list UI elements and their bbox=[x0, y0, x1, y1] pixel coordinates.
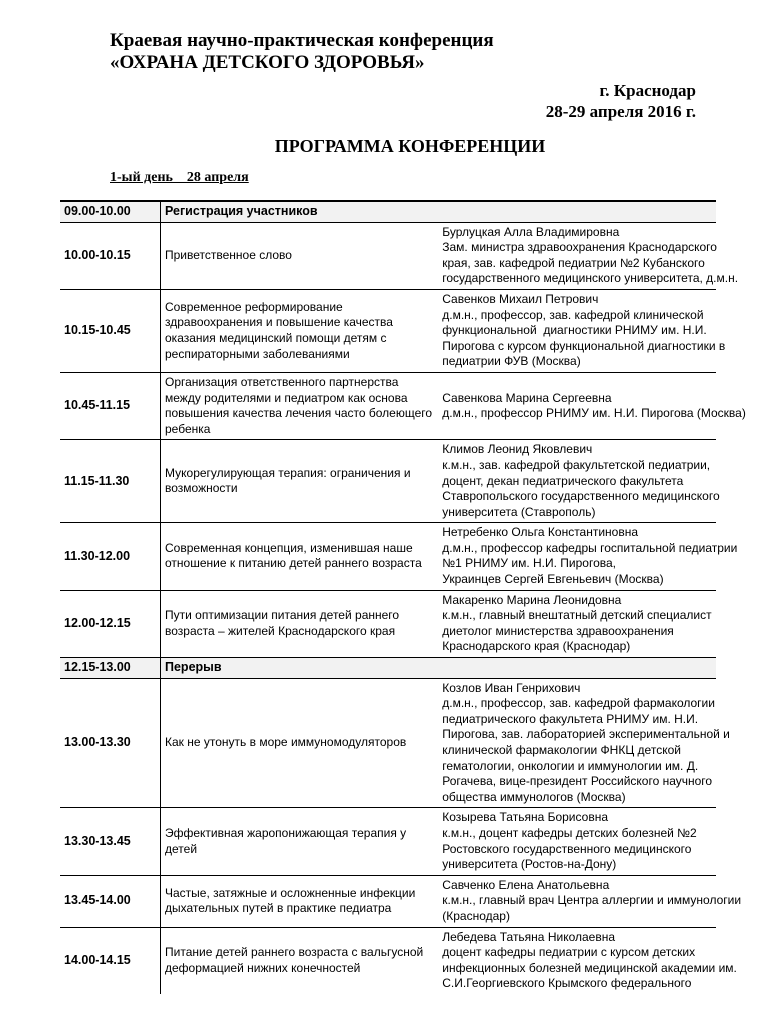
topic-cell: Пути оптимизации питания детей раннего возраста – жителей Краснодарского края bbox=[165, 608, 400, 638]
speaker-cell bbox=[438, 927, 737, 994]
schedule-row bbox=[60, 201, 716, 222]
topic-cell: Эффективная жаропонижающая терапия у детей bbox=[165, 825, 407, 856]
speaker-credentials: Ставропольского государственного медицинского bbox=[442, 489, 720, 504]
speaker-credentials: С.И.Георгиевского Крымского федерального bbox=[442, 976, 692, 991]
section-label: Перерыв bbox=[161, 658, 717, 679]
speaker-credentials: д.м.н., профессор, зав. кафедрой клинической bbox=[442, 307, 704, 322]
speaker-credentials: к.м.н., главный внештатный детский специалист bbox=[442, 608, 712, 623]
speaker-credentials: клинической фармакологии ФНКЦ детской bbox=[442, 743, 681, 757]
time-cell: 10.15-10.45 bbox=[60, 289, 161, 372]
speaker-name: Климов Леонид Яковлевич bbox=[442, 442, 593, 457]
schedule-row bbox=[60, 658, 716, 679]
time-cell: 11.30-12.00 bbox=[60, 523, 161, 590]
program-title: ПРОГРАММА КОНФЕРЕНЦИИ bbox=[274, 136, 546, 156]
speaker-name: Бурлуцкая Алла Владимировна bbox=[442, 224, 620, 239]
speaker-credentials: Краснодарского края (Краснодар) bbox=[442, 639, 631, 654]
speaker-cell bbox=[438, 808, 716, 875]
speaker-credentials: университета (Ростов-на-Дону) bbox=[442, 857, 617, 872]
speaker-cell bbox=[438, 440, 720, 523]
venue-block bbox=[546, 80, 696, 122]
speaker-credentials: диетолог министерства здравоохранения bbox=[442, 623, 674, 638]
speaker-credentials: общества иммунологов (Москва) bbox=[442, 789, 626, 804]
topic-cell: Частые, затяжные и осложненные инфекции дыхательных путей в практике педиатра bbox=[165, 885, 416, 916]
conference-title-line2: «ОХРАНА ДЕТСКОГО ЗДОРОВЬЯ» bbox=[110, 52, 425, 73]
speaker-credentials: края, зав. кафедрой педиатрии №2 Кубанского bbox=[442, 255, 705, 270]
speaker-name: Савенкова Марина Сергеевна bbox=[442, 390, 612, 405]
topic-cell: Организация ответственного партнерства между родителями и педиатром как основа повышения качества лечения часто болеющего ребенка bbox=[165, 374, 433, 436]
speaker-credentials: (Краснодар) bbox=[442, 908, 510, 923]
speaker-credentials: к.м.н., главный врач Центра аллергии и иммунологии bbox=[442, 893, 742, 908]
day-label: 1-ый день 28 апреля bbox=[110, 170, 249, 185]
schedule-row bbox=[60, 440, 716, 523]
time-cell: 10.00-10.15 bbox=[60, 222, 161, 289]
topic-cell: Как не утонуть в море иммуномодуляторов bbox=[165, 735, 407, 750]
speaker-cell bbox=[438, 678, 730, 808]
speaker-credentials: Пирогова, зав. лабораторией экспериментальной и bbox=[442, 727, 730, 742]
schedule-body bbox=[60, 201, 746, 994]
speaker-name: Лебедева Татьяна Николаевна bbox=[442, 929, 616, 944]
schedule-row bbox=[60, 678, 716, 808]
speaker-cell bbox=[438, 875, 742, 927]
speaker-name: Савенков Михаил Петрович bbox=[442, 291, 599, 306]
speaker-credentials: педиатрического факультета РНИМУ им. Н.И. bbox=[442, 711, 699, 726]
speaker-credentials: Рогачева, вице-президент Российского научного bbox=[442, 774, 713, 789]
time-cell: 13.30-13.45 bbox=[60, 808, 161, 875]
speaker-credentials: №1 РНИМУ им. Н.И. Пирогова, bbox=[442, 556, 617, 571]
time-cell: 13.00-13.30 bbox=[60, 678, 161, 808]
conference-title bbox=[110, 30, 494, 74]
speaker-cell bbox=[438, 590, 716, 657]
topic-cell: Современное реформирование здравоохранения и повышение качества оказания медицинский помощи детям с респираторными заболеваниями bbox=[165, 299, 393, 361]
topic-cell: Питание детей раннего возраста с вальгусной деформацией нижних конечностей bbox=[165, 945, 424, 975]
schedule-row bbox=[60, 590, 716, 657]
topic-cell: Приветственное слово bbox=[165, 247, 292, 262]
speaker-cell bbox=[438, 523, 738, 590]
speaker-credentials: д.м.н., профессор РНИМУ им. Н.И. Пирогова (Москва) bbox=[442, 406, 746, 421]
topic-cell: Мукорегулирующая терапия: ограничения и возможности bbox=[165, 465, 411, 496]
speaker-credentials: Пирогова с курсом функциональной диагностики в bbox=[442, 338, 726, 353]
speaker-credentials: университета (Ставрополь) bbox=[442, 504, 596, 519]
speaker-name: Козырева Татьяна Борисовна bbox=[442, 810, 608, 825]
speaker-credentials: к.м.н., зав. кафедрой факультетской педиатрии, bbox=[442, 457, 711, 472]
speaker-credentials: инфекционных болезней медицинской академии им. bbox=[442, 960, 737, 975]
conference-title-line1: Краевая научно-практическая конференция bbox=[110, 30, 494, 51]
schedule-row bbox=[60, 875, 716, 927]
speaker-cell bbox=[438, 222, 739, 289]
speaker-credentials: функциональной диагностики РНИМУ им. Н.И. bbox=[442, 323, 707, 338]
speaker-name: Макаренко Марина Леонидовна bbox=[442, 592, 622, 607]
speaker-credentials: гематологии, онкологии и иммунологии им. Д. bbox=[442, 758, 699, 773]
speaker-name: Савченко Елена Анатольевна bbox=[442, 877, 610, 892]
speaker-credentials: педиатрии ФУВ (Москва) bbox=[442, 354, 581, 369]
speaker-cell bbox=[438, 289, 726, 372]
time-cell: 12.15-13.00 bbox=[60, 658, 161, 679]
topic-cell: Современная концепция, изменившая наше отношение к питанию детей раннего возраста bbox=[165, 540, 422, 571]
speaker-name: Нетребенко Ольга Константиновна bbox=[442, 525, 639, 540]
schedule-row bbox=[60, 289, 716, 372]
schedule-row bbox=[60, 372, 716, 439]
speaker-credentials: доцент, декан педиатрического факультета bbox=[442, 473, 684, 488]
time-cell: 12.00-12.15 bbox=[60, 590, 161, 657]
schedule-row bbox=[60, 808, 716, 875]
speaker-credentials: доцент кафедры педиатрии с курсом детских bbox=[442, 945, 696, 960]
conference-dates: 28-29 апреля 2016 г. bbox=[545, 102, 696, 121]
section-label: Регистрация участников bbox=[161, 201, 717, 222]
speaker-name: Козлов Иван Генрихович bbox=[442, 680, 581, 695]
speaker-credentials: к.м.н., доцент кафедры детских болезней №2 bbox=[442, 825, 697, 840]
time-cell: 09.00-10.00 bbox=[60, 201, 161, 222]
time-cell: 14.00-14.15 bbox=[60, 927, 161, 994]
schedule-row bbox=[60, 523, 716, 590]
schedule-row bbox=[60, 222, 716, 289]
schedule-row bbox=[60, 927, 716, 994]
time-cell: 11.15-11.30 bbox=[60, 440, 161, 523]
speaker-credentials: Украинцев Сергей Евгеньевич (Москва) bbox=[442, 572, 664, 587]
speaker-credentials: государственного медицинского университета, д.м.н. bbox=[442, 271, 739, 286]
time-cell: 13.45-14.00 bbox=[60, 875, 161, 927]
schedule-table bbox=[60, 200, 746, 994]
speaker-cell bbox=[438, 372, 746, 439]
speaker-credentials: Зам. министра здравоохранения Краснодарского bbox=[442, 240, 717, 255]
city: г. Краснодар bbox=[599, 81, 696, 100]
speaker-credentials: д.м.н., профессор кафедры госпитальной педиатрии bbox=[442, 540, 738, 555]
speaker-credentials: Ростовского государственного медицинского bbox=[442, 841, 692, 856]
speaker-credentials: д.м.н., профессор, зав. кафедрой фармакологии bbox=[442, 696, 715, 711]
time-cell: 10.45-11.15 bbox=[60, 372, 161, 439]
